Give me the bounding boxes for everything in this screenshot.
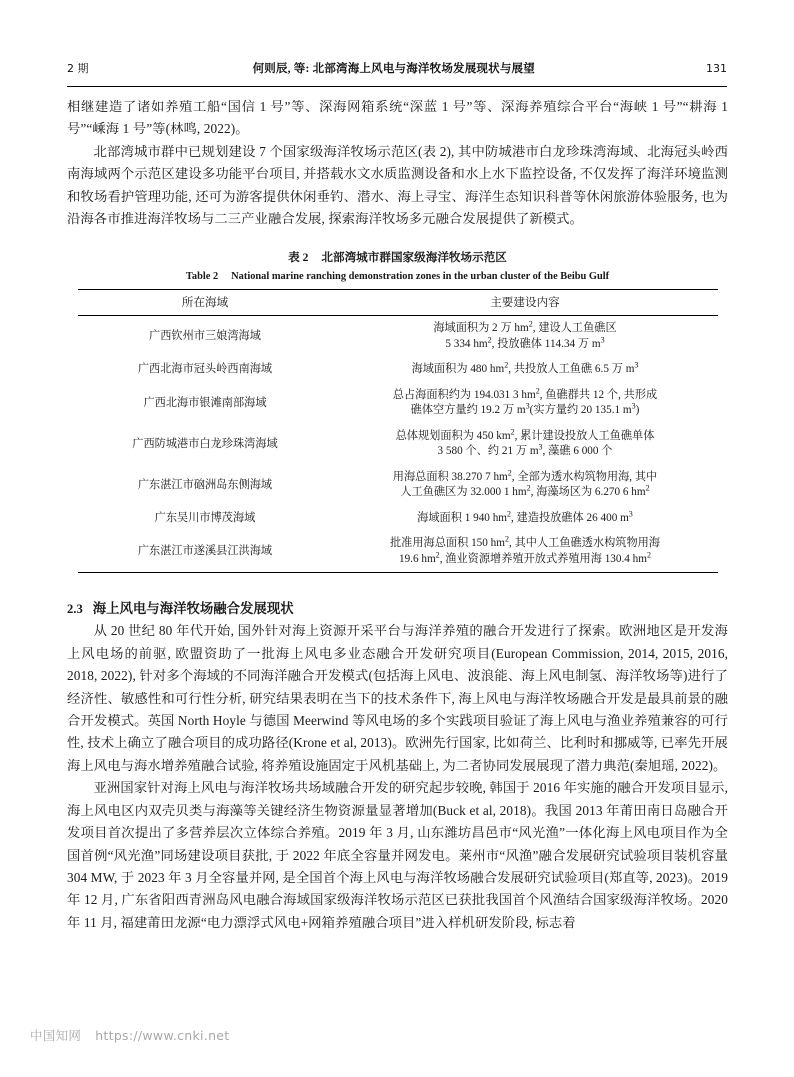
table-row — [78, 465, 718, 506]
table-head — [78, 290, 718, 316]
cell-sea-area: 广西北海市银滩南部海域 — [143, 396, 267, 409]
header-divider — [67, 86, 727, 87]
section-paragraph-1: 从 20 世纪 80 年代开始, 国外针对海上资源开采平台与海洋养殖的融合开发进行了探索。欧洲地区是开发海上风电场的前驱, 欧盟资助了一批海上风电多业态融合开发研究项目(European Commission, 2014, 2015, 2016, 2018, 2022), 针对多个海域的不同海洋融合开发模式(包括海上风电、波浪能、海上风电制氢、海洋牧场等)进行了经济性、敏感性和可行性分析, 研究结果表明在当下的技术条件下, 海上风电与海洋牧场融合开发是最具前景的融合开发模式。英国 North Hoyle 与德国 Meerwind 等风电场的多个实践项目验证了海上风电与渔业养殖兼容的可行性, 技术上确立了融合项目的成功路径(Krone et al, 2013)。欧洲先行国家, 比如荷兰、比利时和挪威等, 已率先开展海上风电与海水增养殖融合试验, 将养殖设施固定于风机基础上, 为二者协同发展展现了潜力典范(秦旭瑶, 2022)。 — [67, 623, 728, 773]
cell-construction-content: 批准用海总面积 150 $hm^2$, 其中人工鱼礁透水构筑物用海 19.6 $hm^2$, 渔业资源增养殖开放式养殖用海 130.4 $hm^2$ — [333, 531, 718, 573]
table-2-block — [67, 249, 728, 573]
table-row — [78, 316, 718, 358]
table-header-row — [78, 290, 718, 316]
cell-sea-area: 广东湛江市遂溪县江洪海域 — [78, 531, 333, 573]
cell-construction-content: 海域面积 1 940 $hm^2$, 建造投放礁体 26 400 $m^3$ — [417, 509, 633, 524]
table-row — [78, 531, 718, 573]
cnki-watermark — [30, 1026, 230, 1044]
cell-sea-area: 广西防城港市白龙珍珠湾海域 — [132, 437, 278, 450]
table-row — [78, 506, 718, 532]
cell-sea-area: 广东吴川市博茂海域 — [154, 511, 256, 524]
watermark-url: https://www.cnki.net — [95, 1027, 230, 1043]
table-caption-cn-text: 北部湾城市群国家级海洋牧场示范区 — [321, 251, 507, 265]
section-heading — [67, 599, 728, 620]
issue-label: 2 期 — [67, 62, 89, 75]
table-caption-cn — [67, 249, 728, 266]
cell-construction-content: 海域面积为 2 万 $hm^2$, 建设人工鱼礁区 5 334 $hm^2$, 投放礁体 114.34 万 $m^3$ — [433, 319, 617, 350]
table-caption-en — [67, 269, 728, 284]
cell-sea-area: 广西北海市冠头岭西南海域 — [137, 363, 273, 376]
column-header-area: 所在海域 — [78, 290, 333, 316]
table-caption-en-text: National marine ranching demonstration zones in the urban cluster of the Beibu Gulf — [231, 271, 610, 283]
page-number: 131 — [706, 62, 727, 75]
table-row — [78, 357, 718, 383]
cell-construction-content: 用海总面积 38.270 7 $hm^2$, 全部为透水构筑物用海, 其中 人工鱼礁区为 32.000 1 $hm^2$, 海藻场区为 6.270 6 $hm^2$ — [392, 468, 658, 499]
table-body — [78, 316, 718, 573]
watermark-brand: 中国知网 — [30, 1028, 82, 1043]
section-number: 2.3 — [67, 602, 83, 617]
cell-construction-content: 海域面积为 480 $hm^2$, 共投放人工鱼礁 6.5 万 $m^3$ — [411, 360, 639, 376]
table-row — [78, 383, 718, 424]
cell-construction-content: 总体规划面积为 450 $km^2$, 累计建设投放人工鱼礁单体 3 580 个、约 21 万 $m^3$, 藻礁 6 000 个 — [395, 427, 655, 458]
page-content — [67, 96, 728, 934]
article-running-title: 何则辰, 等: 北部湾海上风电与海洋牧场发展现状与展望 — [252, 63, 535, 75]
cell-sea-area: 广东湛江市硇洲岛东侧海域 — [137, 478, 273, 491]
cell-construction-content: 总占海面积约为 194.031 3 $hm^2$, 鱼礁群共 12 个, 共形成 礁体空方量约 19.2 万 $m^3$(实方量约 20 135.1 $m^3$) — [392, 386, 658, 417]
column-header-description: 主要建设内容 — [333, 290, 718, 316]
paragraph-ranching-zones: 北部湾城市群中已规划建设 7 个国家级海洋牧场示范区(表 2), 其中防城港市白龙珍珠湾海域、北海冠头岭西南海域两个示范区建设多功能平台项目, 并搭载水文水质监测设备和水上水下监控设备, 不仅发挥了海洋环境监测和牧场看护管理功能, 还可为游客提供休闲垂钓、潜水、海上寻宝、海洋生态知识科普等休闲旅游体验服务, 也为沿海各市推进海洋牧场与二三产业融合发展, 探索海洋牧场多元融合发展提供了新模式。 — [67, 143, 728, 227]
section-title: 海上风电与海洋牧场融合发展现状 — [92, 602, 294, 618]
table-caption-en-label: Table 2 — [185, 271, 219, 283]
marine-ranching-zones-table — [78, 289, 718, 573]
cell-sea-area: 广西钦州市三娘湾海域 — [149, 330, 261, 343]
table-row — [78, 424, 718, 465]
running-header — [67, 60, 727, 82]
section-paragraph-2: 亚洲国家针对海上风电与海洋牧场共场域融合开发的研究起步较晚, 韩国于 2016 年实施的融合开发项目显示, 海上风电区内双壳贝类与海藻等关键经济生物资源量显著增加(Buck et al, 2018)。我国 2013 年莆田南日岛融合开发项目首次提出了多营养层次立体综合养殖。2019 年 3 月, 山东潍坊昌邑市“风光渔”一体化海上风电项目作为全国首例“风光渔”同场建设项目获批, 于 2022 年底全容量并网发电。莱州市“风渔”融合发展研究试验项目装机容量 304 MW, 于 2023 年 3 月全容量并网, 是全国首个海上风电与海洋牧场融合发展研究试验项目(郑直等, 2023)。2019 年 12 月, 广东省阳西青洲岛风电融合海域国家级海洋牧场示范区已获批我国首个风渔结合国家级海洋牧场。2020 年 11 月, 福建莆田龙源“电力漂浮式风电+网箱养殖融合项目”进入样机研发阶段, 标志着 — [67, 780, 728, 930]
table-caption-cn-label: 表 2 — [288, 251, 309, 265]
paragraph-continuation: 相继建造了诸如养殖工船“国信 1 号”等、深海网箱系统“深蓝 1 号”等、深海养殖综合平台“海峡 1 号”“耕海 1 号”“嵊海 1 号”等(林鸣, 2022)。 — [67, 99, 728, 137]
section-2-3 — [67, 599, 728, 934]
